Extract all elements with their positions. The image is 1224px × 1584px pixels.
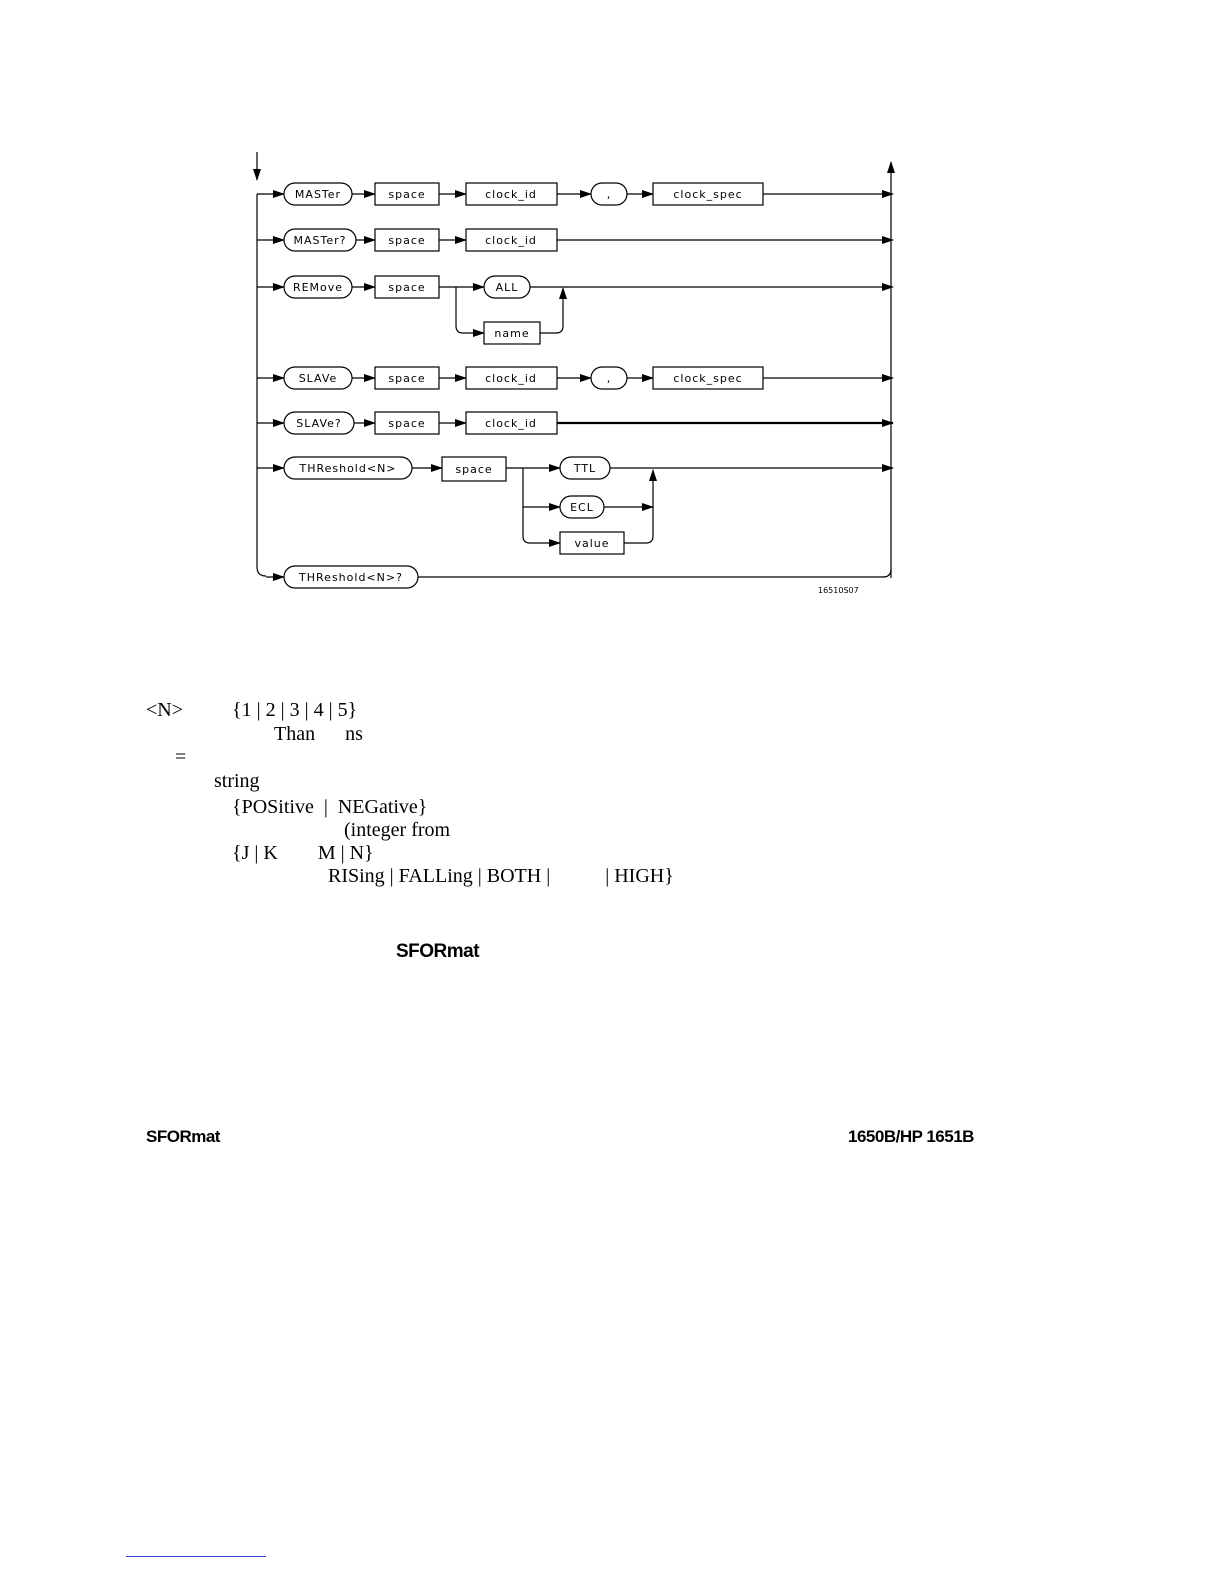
svg-text:REMove: REMove <box>292 281 344 294</box>
svg-text:SLAVe?: SLAVe? <box>296 417 342 430</box>
row-master-query <box>257 229 893 251</box>
row-slave <box>257 367 893 389</box>
svg-text:value: value <box>574 537 610 550</box>
svg-text:THReshold<N>?: THReshold<N>? <box>299 571 403 584</box>
svg-text:clock_id: clock_id <box>485 372 537 385</box>
svg-text:clock_id: clock_id <box>485 417 537 430</box>
svg-text:space: space <box>388 372 426 385</box>
svg-text:clock_spec: clock_spec <box>673 372 743 385</box>
param-n-values: {1 | 2 | 3 | 4 | 5} <box>232 699 358 721</box>
svg-text:TTL: TTL <box>573 462 597 475</box>
footer-right: 1650B/HP 1651B <box>848 1127 974 1146</box>
figure-id: 16510S07 <box>818 586 859 595</box>
svg-text:SLAVe: SLAVe <box>298 372 338 385</box>
param-equals: = <box>175 746 187 768</box>
svg-text:THReshold<N>: THReshold<N> <box>299 462 397 475</box>
svg-text:clock_id: clock_id <box>485 234 537 247</box>
sformat-label: SFORmat <box>396 941 480 962</box>
svg-text:space: space <box>455 463 493 476</box>
sformat-syntax-diagram <box>0 0 1224 620</box>
svg-text:,: , <box>606 188 612 201</box>
svg-text:clock_spec: clock_spec <box>673 188 743 201</box>
svg-text:name: name <box>494 327 530 340</box>
row-master <box>257 183 893 205</box>
svg-text:space: space <box>388 417 426 430</box>
svg-text:MASTer?: MASTer? <box>293 234 347 247</box>
param-clock-letters: {J | K M | N} <box>232 842 374 864</box>
param-n-label: <N> <box>146 699 184 721</box>
footer-left: SFORmat <box>146 1127 220 1146</box>
keyword-master: MASTer <box>294 188 342 201</box>
param-edges: RISing | FALLing | BOTH | | HIGH} <box>328 865 674 887</box>
svg-text:ALL: ALL <box>495 281 519 294</box>
svg-text:space: space <box>388 234 426 247</box>
svg-text:space: space <box>388 281 426 294</box>
param-string: string <box>214 770 260 792</box>
svg-text:clock_id: clock_id <box>485 188 537 201</box>
param-polarity: {POSitive | NEGative} <box>232 796 428 818</box>
row-threshold-query <box>266 566 418 588</box>
svg-text:ECL: ECL <box>570 501 594 514</box>
bottom-rule <box>126 1556 266 1557</box>
param-integer-from: (integer from <box>344 819 451 841</box>
row-slave-query <box>257 412 893 434</box>
param-than-ns: Than ns <box>274 723 363 745</box>
svg-text:space: space <box>388 188 426 201</box>
svg-text:,: , <box>606 372 612 385</box>
row-remove <box>257 276 893 344</box>
row-threshold <box>257 457 893 554</box>
